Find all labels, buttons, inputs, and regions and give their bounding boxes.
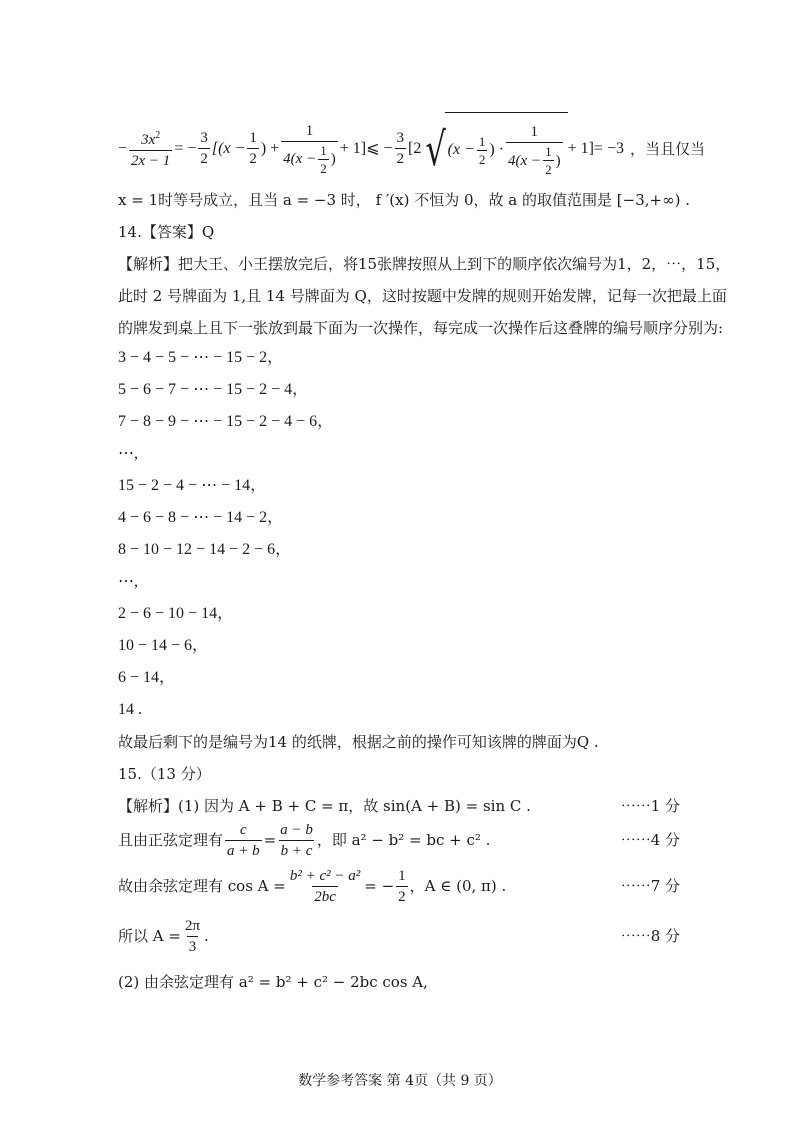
half-den-3: 2 xyxy=(478,151,486,167)
c2-num: 3 xyxy=(396,130,404,146)
page-footer: 数学参考答案 第 4页（共 9 页） xyxy=(298,1073,502,1089)
bracket1-close: + 1] xyxy=(339,139,367,157)
bracket1-mid: ) + xyxy=(260,139,280,157)
den-prefix-1: 4(x − xyxy=(283,151,317,167)
seq-line-11: 6 − 14， xyxy=(118,669,176,686)
half-num-4: 1 xyxy=(545,144,552,159)
q14-conclusion: 故最后剩下的是编号为14 的纸牌，根据之前的操作可知该牌的牌面为Q . xyxy=(118,733,599,751)
result: = −3 xyxy=(593,139,624,157)
c1-den: 2 xyxy=(198,148,210,168)
radical-sign: √ xyxy=(425,121,447,176)
eq1: = − xyxy=(174,139,197,157)
seq-line-6: 4 − 6 − 8 − ⋯ − 14 − 2， xyxy=(118,509,284,526)
step3-h-den: 2 xyxy=(396,886,408,906)
frac-reciprocal-2 xyxy=(506,123,563,177)
step2-frac-2 xyxy=(278,821,315,860)
seq-line-7: 8 − 10 − 12 − 14 − 2 − 6， xyxy=(118,541,292,558)
step3-half xyxy=(396,867,408,906)
q15-step4-points: ⋯⋯8 分 xyxy=(620,927,680,945)
step2-f2-num: a − b xyxy=(280,821,313,838)
half-num-3: 1 xyxy=(478,133,486,149)
frac-c2 xyxy=(395,129,407,168)
half-num-1: 1 xyxy=(249,130,257,146)
half-den-1: 2 xyxy=(247,148,259,168)
seq-line-12: 14 . xyxy=(118,701,142,718)
root-close: + 1] xyxy=(567,139,594,157)
q15-step1-points: ⋯⋯1 分 xyxy=(620,797,680,815)
q15-step5: (2) 由余弦定理有 a² = b² + c² − 2bc cos A, xyxy=(118,973,428,991)
step2-frac-1 xyxy=(225,821,262,860)
q15-step3-points: ⋯⋯7 分 xyxy=(620,877,680,895)
den-suffix-2: ) xyxy=(555,152,561,169)
step3-f-den: 2bc xyxy=(312,886,338,906)
step4-num: 2π xyxy=(184,917,201,934)
half-den-2: 2 xyxy=(320,160,327,176)
seq-line-4: ⋯, xyxy=(118,445,138,462)
step3-mid: = − xyxy=(364,877,395,895)
q15-step3 xyxy=(118,860,506,912)
line-x1: x = 1时等号成立，且当 a = −3 时， f ′(x) 不恒为 0，故 a 的取值范围是 [−3,+∞) . xyxy=(118,191,690,209)
lhs-exp: 2 xyxy=(155,130,161,141)
lhs-num: 3x xyxy=(141,132,156,148)
step3-f-num: b² + c² − a² xyxy=(289,867,361,884)
step2-f1-den: a + b xyxy=(225,840,262,860)
equation-top: − $\frac{3x^2}{2x - 1}$ = − $\frac{3}{2}$ [(x − $\frac{1}{2}$ ) + 1 4(x − $\frac{1}{2}$ ) + 1] ⩽ − $\frac{3}{2}$ [2 √ (x − $\frac{1}{2}$ ) · 1 4(x − $\frac{1}{2}$ ) + 1] = −3 ，当且仅当 xyxy=(118,112,705,185)
seq-line-5: 15 − 2 − 4 − ⋯ − 14， xyxy=(118,477,267,494)
frac-reciprocal-1 xyxy=(281,122,338,176)
step3-frac xyxy=(288,867,362,906)
step2-suffix: ，即 a² − b² = bc + c² . xyxy=(316,831,491,849)
seq-line-2: 5 − 6 − 7 − ⋯ − 15 − 2 − 4， xyxy=(118,381,309,398)
root-open: [2 xyxy=(408,139,422,157)
frac-c1 xyxy=(198,129,210,168)
step4-prefix: 所以 A = xyxy=(118,927,181,945)
frac-lhs xyxy=(129,127,172,170)
c1-num: 3 xyxy=(200,130,208,146)
q15-step4 xyxy=(118,912,209,960)
seq-line-9: 2 − 6 − 10 − 14， xyxy=(118,605,234,622)
one-2: 1 xyxy=(530,124,539,140)
step2-prefix: 且由正弦定理有 xyxy=(118,831,224,849)
step3-h-num: 1 xyxy=(398,867,406,884)
sqrt-expression xyxy=(421,112,567,185)
one-1: 1 xyxy=(305,122,314,139)
step3-prefix: 故由余弦定理有 cos A = xyxy=(118,877,286,895)
q15-step2 xyxy=(118,816,490,864)
step4-frac xyxy=(183,917,202,956)
seq-line-10: 10 − 14 − 6， xyxy=(118,637,209,654)
seq-line-8: ⋯, xyxy=(118,573,138,590)
step2-f2-den: b + c xyxy=(279,840,315,860)
root-inner-mid: ) · xyxy=(489,141,505,158)
step4-den: 3 xyxy=(187,936,199,956)
q15-header: 15.（13 分） xyxy=(118,765,211,783)
bracket1-open: [(x − xyxy=(211,139,246,157)
root-inner-open: (x − xyxy=(447,141,475,158)
le-sign: ⩽ − xyxy=(366,139,393,157)
lhs-den: 2x − 1 xyxy=(129,150,172,170)
half-num-2: 1 xyxy=(320,142,327,158)
den-suffix-1: ) xyxy=(330,151,336,167)
seq-line-1: 3 − 4 − 5 − ⋯ − 15 − 2， xyxy=(118,349,284,366)
q14-analysis-1: 【解析】把大王、小王摆放完后，将15张牌按照从上到下的顺序依次编号为1，2，⋯，15， xyxy=(118,255,731,273)
q15-step1: 【解析】(1) 因为 A + B + C = π，故 sin(A + B) = sin C . xyxy=(118,797,531,815)
eq-tail: ，当且仅当 xyxy=(629,139,705,158)
q14-answer: 14.【答案】Q xyxy=(118,223,215,241)
q15-step2-points: ⋯⋯4 分 xyxy=(620,831,680,849)
den-prefix-2: 4(x − xyxy=(508,152,542,169)
half-den-4: 2 xyxy=(545,162,552,177)
q14-analysis-2: 此时 2 号牌面为 1,且 14 号牌面为 Q，这时按题中发牌的规则开始发牌，记每一次把最上面 xyxy=(118,287,727,305)
step4-suffix: . xyxy=(204,927,209,945)
seq-line-3: 7 − 8 − 9 − ⋯ − 15 − 2 − 4 − 6， xyxy=(118,413,334,430)
q14-analysis-3: 的牌发到桌上且下一张放到最下面为一次操作，每完成一次操作后这叠牌的编号顺序分别为: xyxy=(118,319,724,337)
frac-half-1 xyxy=(247,129,259,168)
step2-f1-num: c xyxy=(239,821,247,838)
c2-den: 2 xyxy=(395,148,407,168)
step2-eq: = xyxy=(263,831,277,849)
step3-suffix: ，A ∈ (0, π) . xyxy=(409,877,507,895)
